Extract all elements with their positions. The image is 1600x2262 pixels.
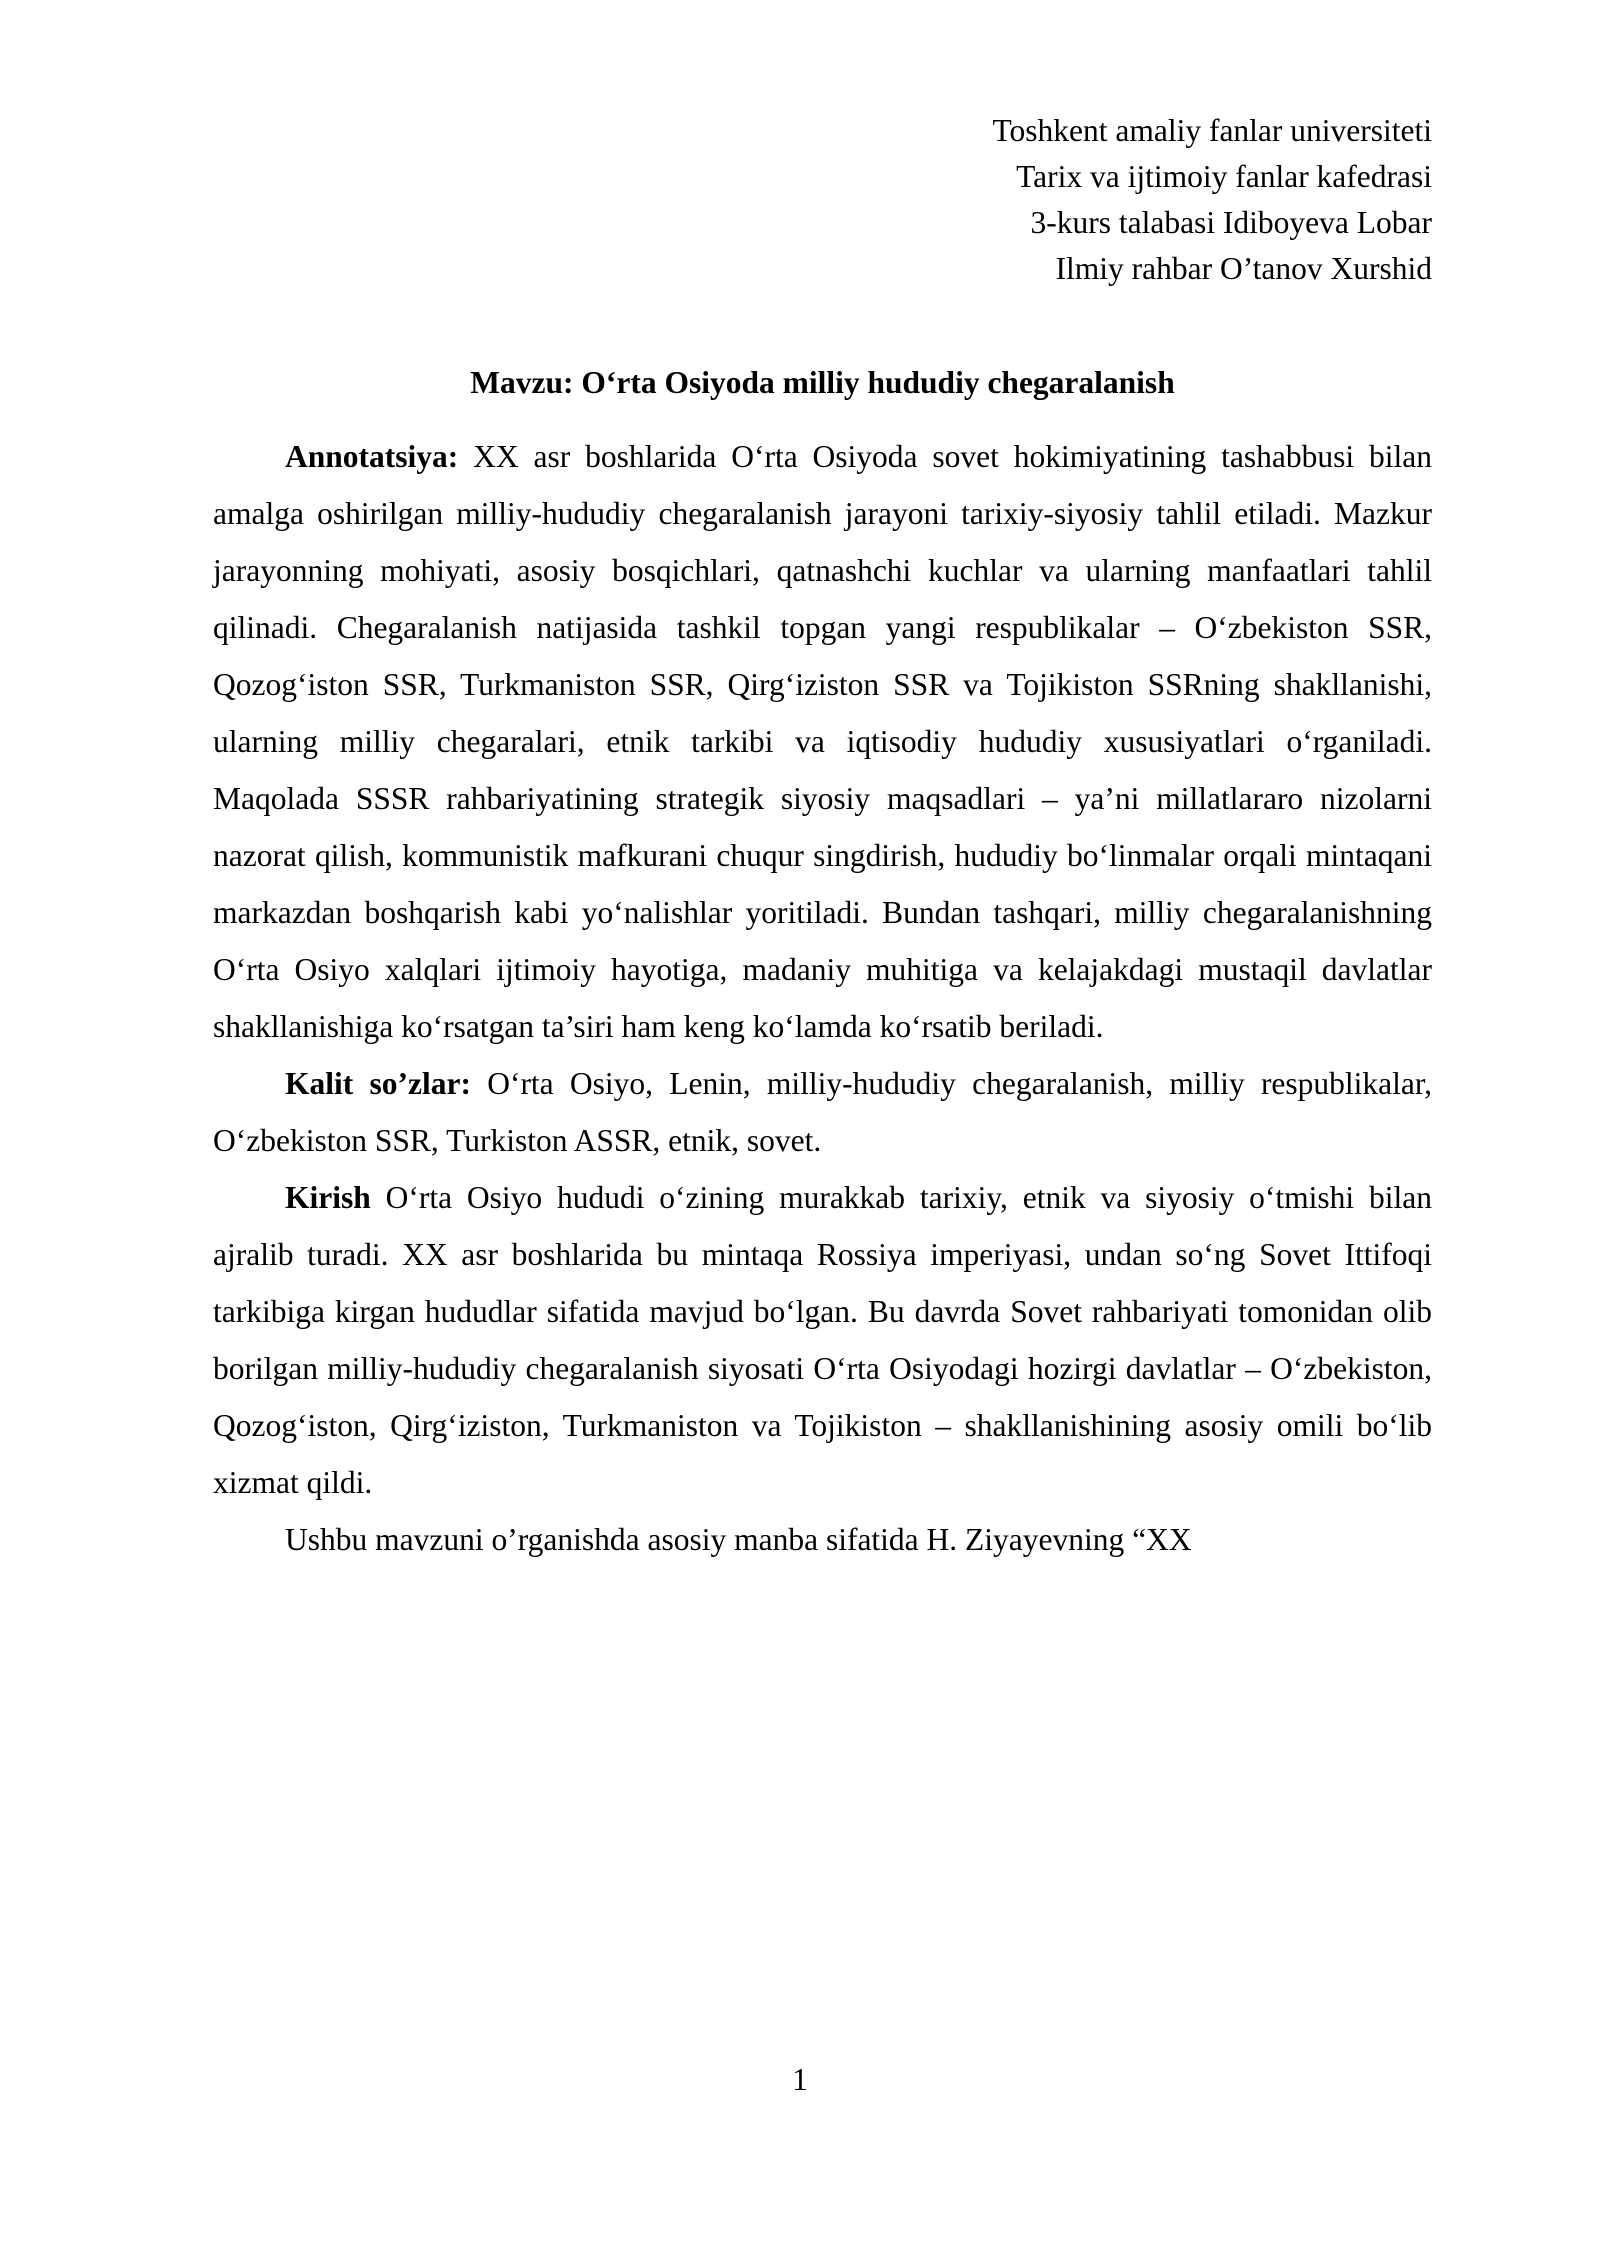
keywords-label: Kalit so’zlar: xyxy=(285,1066,471,1101)
header-line-university: Toshkent amaliy fanlar universiteti xyxy=(992,113,1432,148)
introduction-paragraph xyxy=(213,1169,1432,1511)
title-page-header xyxy=(213,100,1432,292)
header-line-department: Tarix va ijtimoiy fanlar kafedrasi xyxy=(1016,159,1432,194)
introduction-label: Kirish xyxy=(285,1180,371,1215)
introduction-text: O‘rta Osiyo hududi o‘zining murakkab tarixiy, etnik va siyosiy o‘tmishi bilan ajralib turadi. XX asr boshlarida bu mintaqa Rossiya imperiyasi, undan so‘ng Sovet Ittifoqi tarkibiga kirgan hududlar sifatida mavjud bo‘lgan. Bu davrda Sovet rahbariyati tomonidan olib borilgan milliy-hududiy chegaralanish siyosati O‘rta Osiyodagi hozirgi davlatlar – O‘zbekiston, Qozog‘iston, Qirg‘iziston, Turkmaniston va Tojikiston – shakllanishining asosiy omili bo‘lib xizmat qildi. xyxy=(213,1180,1432,1500)
source-paragraph: Ushbu mavzuni o’rganishda asosiy manba sifatida H. Ziyayevning “XX xyxy=(285,1522,1192,1557)
annotation-label: Annotatsiya: xyxy=(285,439,459,474)
document-body xyxy=(213,100,1432,1568)
keywords-text: O‘rta Osiyo, Lenin, milliy-hududiy chegaralanish, milliy respublikalar, O‘zbekiston SSR, Turkiston ASSR, etnik, sovet. xyxy=(213,1066,1432,1158)
annotation-text: XX asr boshlarida O‘rta Osiyoda sovet hokimiyatining tashabbusi bilan amalga oshirilgan milliy-hududiy chegaralanish jarayoni tarixiy-siyosiy tahlil etiladi. Mazkur jarayonning mohiyati, asosiy bosqichlari, qatnashchi kuchlar va ularning manfaatlari tahlil qilinadi. Chegaralanish natijasida tashkil topgan yangi respublikalar – O‘zbekiston SSR, Qozog‘iston SSR, Turkmaniston SSR, Qirg‘iziston SSR va Tojikiston SSRning shakllanishi, ularning milliy chegaralari, etnik tarkibi va iqtisodiy hududiy xususiyatlari o‘rganiladi. Maqolada SSSR rahbariyatining strategik siyosiy maqsadlari – ya’ni millatlararo nizolarni nazorat qilish, kommunistik mafkurani chuqur singdirish, hududiy bo‘linmalar orqali mintaqani markazdan boshqarish kabi yo‘nalishlar yoritiladi. Bundan tashqari, milliy chegaralanishning O‘rta Osiyo xalqlari ijtimoiy hayotiga, madaniy muhitiga va kelajakdagi mustaqil davlatlar shakllanishiga ko‘rsatgan ta’siri ham keng ko‘lamda ko‘rsatib beriladi. xyxy=(213,439,1432,1044)
header-line-student: 3-kurs talabasi Idiboyeva Lobar xyxy=(1030,205,1432,240)
header-line-supervisor: Ilmiy rahbar O’tanov Xurshid xyxy=(1055,251,1432,286)
keywords-paragraph xyxy=(213,1055,1432,1169)
page-title: Mavzu: O‘rta Osiyoda milliy hududiy chegaralanish xyxy=(470,365,1175,400)
annotation-paragraph xyxy=(213,428,1432,1055)
page-number: 1 xyxy=(792,2062,808,2097)
